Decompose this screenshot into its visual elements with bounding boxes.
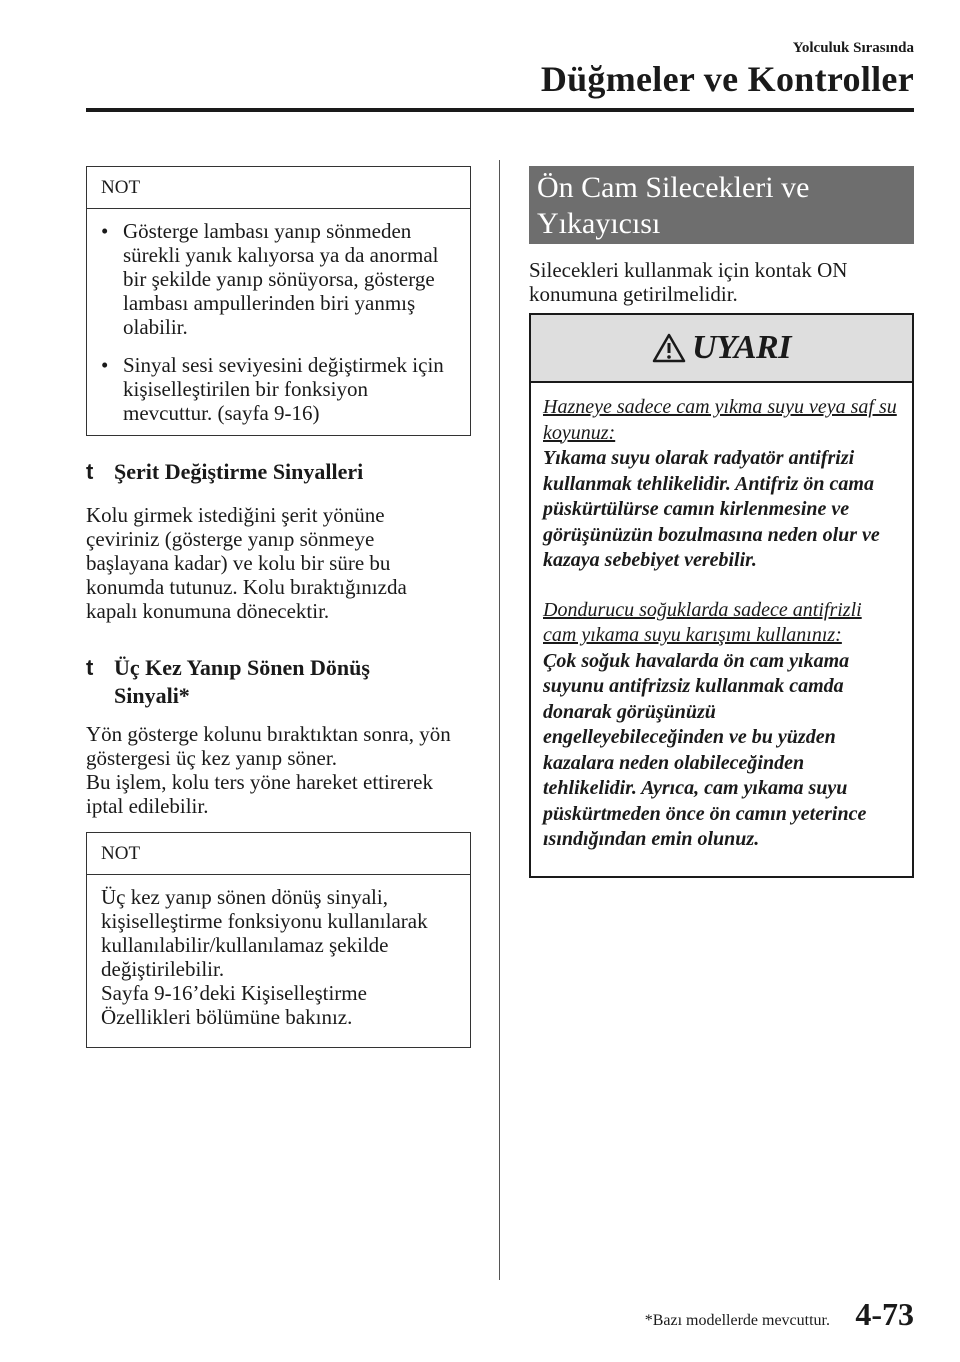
warning-header: [531, 315, 912, 383]
warning-title: UYARI: [692, 329, 791, 366]
note-label: NOT: [87, 167, 470, 209]
section-heading: [86, 458, 481, 486]
page-title: Düğmeler ve Kontroller: [540, 59, 914, 99]
section-heading-text: Üç Kez Yanıp Sönen Dönüş Sinyali*: [114, 655, 370, 708]
intro-text: Silecekleri kullanmak için kontak ON konumuna getirilmelidir.: [529, 258, 848, 306]
note-bullet-text: Sinyal sesi seviyesini değiştirmek için kişiselleştirilen bir fonksiyon mevcuttur. (sayfa 9-16): [123, 353, 444, 425]
page-number: 4-73: [855, 1296, 914, 1332]
header-rule: [86, 108, 914, 112]
note-label: NOT: [87, 833, 470, 875]
note-body: [87, 209, 470, 435]
section-heading: [86, 654, 416, 710]
warning-item-text: Çok soğuk havalarda ön cam yıkama suyunu antifrizsiz kullanmak camda donarak görüşünüzü engelleyebileceğinden ve bu yüzden kazalara neden olabileceğinden tehlikelidir. Ayrıca, cam yıkama suyu püskürtmeden önce ön camın yeterince ısındığından emin olunuz.: [543, 649, 867, 850]
warning-triangle-icon: [652, 333, 686, 363]
warning-item-heading: Dondurucu soğuklarda sadece antifrizli cam yıkama suyu karışımı kullanınız:: [543, 598, 862, 646]
section-marker-icon: t: [86, 655, 94, 680]
section-label: Yolculuk Sırasında: [792, 40, 914, 56]
note-box-2: [86, 832, 471, 1048]
column-divider: [499, 160, 500, 1280]
warning-body: [531, 383, 912, 853]
note-bullet-text: Gösterge lambası yanıp sönmeden sürekli yanık kalıyorsa ya da anormal bir şekilde yanıp sönüyorsa, gösterge lambası ampullerinden biri yanmış olabilir.: [123, 219, 439, 339]
note-text: Üç kez yanıp sönen dönüş sinyali, kişiselleştirme fonksiyonu kullanılarak kullanılabilir/kullanılamaz şekilde değiştirilebilir.: [101, 885, 428, 981]
note-bullet: [101, 219, 456, 339]
note-body: [87, 875, 470, 1039]
bullet-dot-icon: •: [101, 353, 109, 377]
note-text: Sayfa 9-16’deki Kişiselleştirme Özellikleri bölümüne bakınız.: [101, 981, 367, 1029]
section-body: Kolu girmek istediğini şerit yönüne çeviriniz (gösterge yanıp sönmeye başlayana kadar) ve kolu bir süre bu konumda tutunuz. Kolu bıraktığınızda kapalı konumuna dönecektir.: [86, 503, 407, 623]
footnote: *Bazı modellerde mevcuttur.: [644, 1312, 830, 1329]
warning-box: [529, 313, 914, 878]
bullet-dot-icon: •: [101, 219, 109, 243]
section-body-paragraph: Bu işlem, kolu ters yöne hareket ettirerek iptal edilebilir.: [86, 770, 433, 818]
section-marker-icon: t: [86, 459, 94, 484]
section-title-band: Ön Cam Silecekleri ve Yıkayıcısı: [529, 166, 914, 244]
section-body-paragraph: Yön gösterge kolunu bıraktıktan sonra, yön göstergesi üç kez yanıp söner.: [86, 722, 451, 770]
spacer: [543, 574, 898, 598]
warning-item-heading: Hazneye sadece cam yıkma suyu veya saf su koyunuz:: [543, 396, 897, 444]
note-bullet: [101, 353, 456, 425]
warning-item-text: Yıkama suyu olarak radyatör antifrizi kullanmak tehlikelidir. Antifriz ön cama püskürtülürse camın kirlenmesine ve görüşünüzün bozulmasına neden olur ve kazaya sebebiyet verebilir.: [543, 447, 880, 571]
section-heading-text: Şerit Değiştirme Sinyalleri: [114, 459, 364, 484]
section-body: [86, 722, 471, 818]
note-box-1: [86, 166, 471, 436]
